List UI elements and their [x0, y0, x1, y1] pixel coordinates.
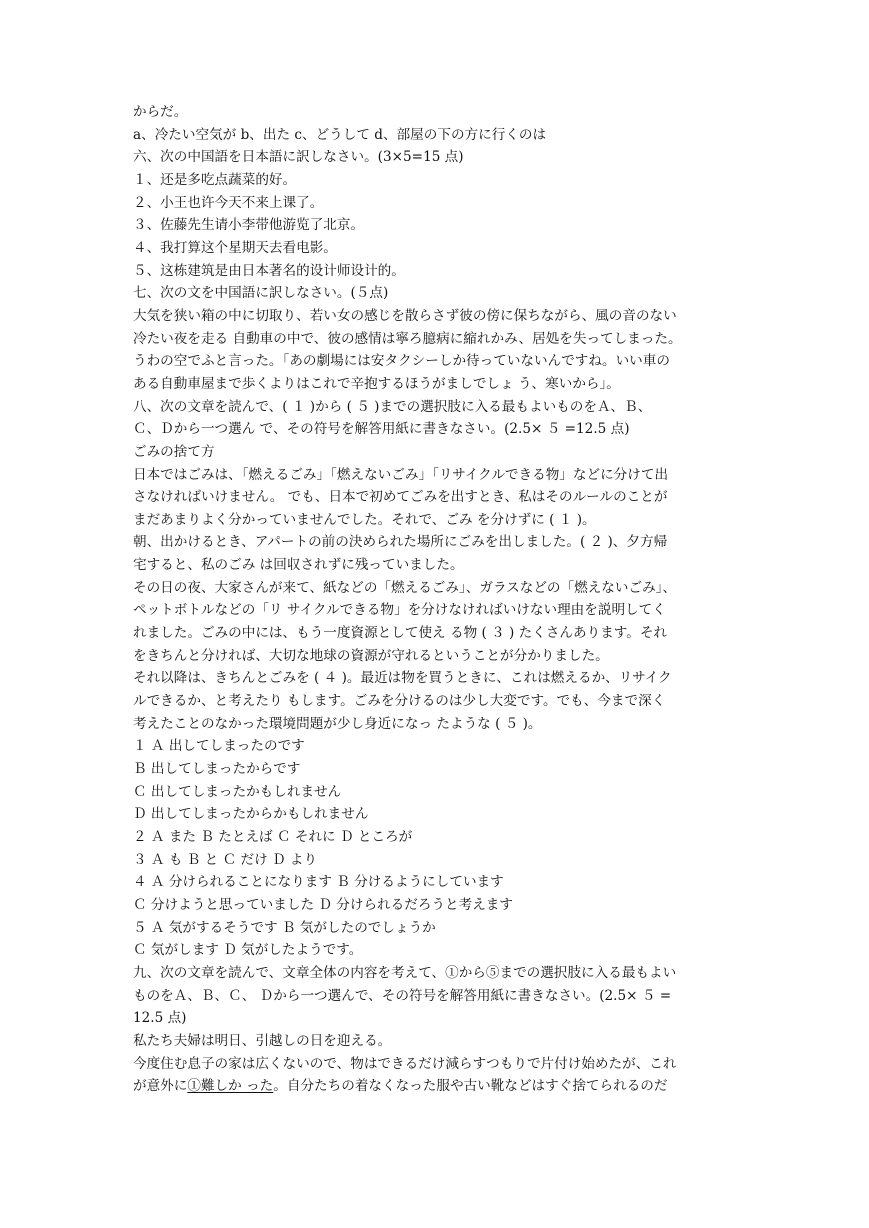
text-line: それ以降は、きちんとごみを ( ４ )。最近は物を買うときに、これは燃えるか、リサイク: [133, 670, 672, 687]
text-line: Ｃ 気がします Ｄ 気がしたようです。: [133, 942, 363, 959]
text-line: 12.5 点): [133, 1010, 187, 1027]
text-line: 大気を狭い箱の中に切取り、若い女の感じを散らさず彼の傍に保ちながら、風の音のない: [133, 307, 677, 324]
text-line: ペットボトルなどの「リ サイクルできる物」を分けなければいけない理由を説明してく: [133, 602, 666, 619]
text-fragment: が意外に: [133, 1078, 188, 1095]
text-line: Ｃ 分けようと思っていました Ｄ 分けられるだろうと考えます: [133, 896, 513, 913]
text-line: ４、我打算这个星期天去看电影。: [133, 239, 337, 256]
text-line: ４ Ａ 分けられることになります Ｂ 分けるようにしています: [133, 874, 504, 891]
text-line: Ｃ 出してしまったかもしれません: [133, 783, 342, 800]
text-fragment: 。自分たちの着なくなった服や古い靴などはすぐ捨てられるのだ: [273, 1078, 668, 1095]
text-line: からだ。: [133, 104, 188, 120]
text-line: 考えたことのなかった環境問題が少し身近になっ たような ( ５ )。: [133, 715, 542, 732]
text-line: 冷たい夜を走る 自動車の中で、彼の感情は寧ろ臆病に縮れかみ、居処を失ってしまった。: [133, 330, 682, 347]
underlined-phrase: ①難しか った: [187, 1078, 274, 1095]
text-line: ２ Ａ また Ｂ たとえば Ｃ それに Ｄ ところが: [133, 829, 413, 845]
text-line: Ｃ、Ｄから一つ選ん で、その符号を解答用紙に書きなさい。(2.5× ５ =12.5 点): [133, 421, 630, 438]
text-line: 日本ではごみは、「燃えるごみ」「燃えないごみ」「リサイクルできる物」などに分けて出: [133, 466, 669, 483]
text-line: うわの空でふと言った。「あの劇場には安タクシーしか待っていないんですね。いい車の: [133, 353, 670, 370]
text-line: ３、佐藤先生请小李带他游览了北京。: [133, 217, 365, 234]
text-line: をきちんと分ければ、大切な地球の資源が守れるということが分かりました。: [133, 647, 609, 664]
text-line: ５ Ａ 気がするそうです Ｂ 気がしたのでしょうか: [133, 919, 436, 936]
text-line: １、还是多吃点蔬菜的好。: [133, 171, 297, 188]
text-line: 私たち夫婦は明日、引越しの日を迎える。: [133, 1032, 392, 1049]
text-line: ものをＡ、Ｂ、Ｃ、 Ｄから一つ選んで、その符号を解答用紙に書きなさい。(2.5× ５ =: [133, 987, 672, 1004]
text-line-final: [133, 1075, 739, 1098]
text-line: ５、这栋建筑是由日本著名的设计师设计的。: [133, 262, 405, 279]
text-line: １ Ａ 出してしまったのです: [133, 738, 305, 755]
text-line: 九、次の文章を読んで、文章全体の内容を考えて、①から⑤までの選択肢に入る最もよい: [133, 964, 677, 981]
document-body: [133, 101, 739, 1075]
text-line: 今度住む息子の家は広くないので、物はできるだけ減らすつもりで片付け始めたが、これ: [133, 1055, 677, 1072]
text-line: Ｄ 出してしまったからかもしれません: [133, 806, 369, 823]
text-line: a、冷たい空気が b、出た c、どうして d、部屋の下の方に行くのは: [133, 126, 547, 143]
text-line: 朝、出かけるとき、アパートの前の決められた場所にごみを出しました。( ２ )、夕方帰: [133, 534, 668, 551]
text-line: れました。ごみの中には、もう一度資源として使え る物 ( ３ ) たくさんあります。それ: [133, 625, 668, 642]
text-line: その日の夜、大家さんが来て、紙などの「燃えるごみ」、ガラスなどの「燃えないごみ」、: [133, 579, 677, 596]
text-line: 七、次の文を中国語に訳しなさい。(５点): [133, 285, 389, 302]
text-line: 六、次の中国語を日本語に訳しなさい。(3×5=15 点): [133, 149, 464, 166]
text-line: ３ Ａ も Ｂ と Ｃ だけ Ｄ より: [133, 851, 318, 868]
text-line: Ｂ 出してしまったからです: [133, 761, 301, 778]
text-line: ２、小王也许今天不来上课了。: [133, 194, 324, 211]
text-line: ルできるか、と考えたり もします。ごみを分けるのは少し大変です。でも、今まで深く: [133, 693, 666, 710]
text-line: 宅すると、私のごみ は回収されずに残っていました。: [133, 557, 464, 574]
document-page: [133, 101, 739, 1098]
text-line: 八、次の文章を読んで、( １ )から ( ５ )までの選択肢に入る最もよいものをＡ、Ｂ、: [133, 398, 652, 415]
text-line: ある自動車屋まで歩くよりはこれで辛抱するほうがましでしょ う、寒いから」。: [133, 375, 620, 392]
text-line: まだあまりよく分かっていませんでした。それで、ごみ を分けずに ( １ )。: [133, 511, 596, 528]
text-line: さなければいけません。 でも、日本で初めてごみを出すとき、私はそのルールのことが: [133, 489, 668, 506]
text-line: ごみの捨て方: [133, 443, 215, 460]
